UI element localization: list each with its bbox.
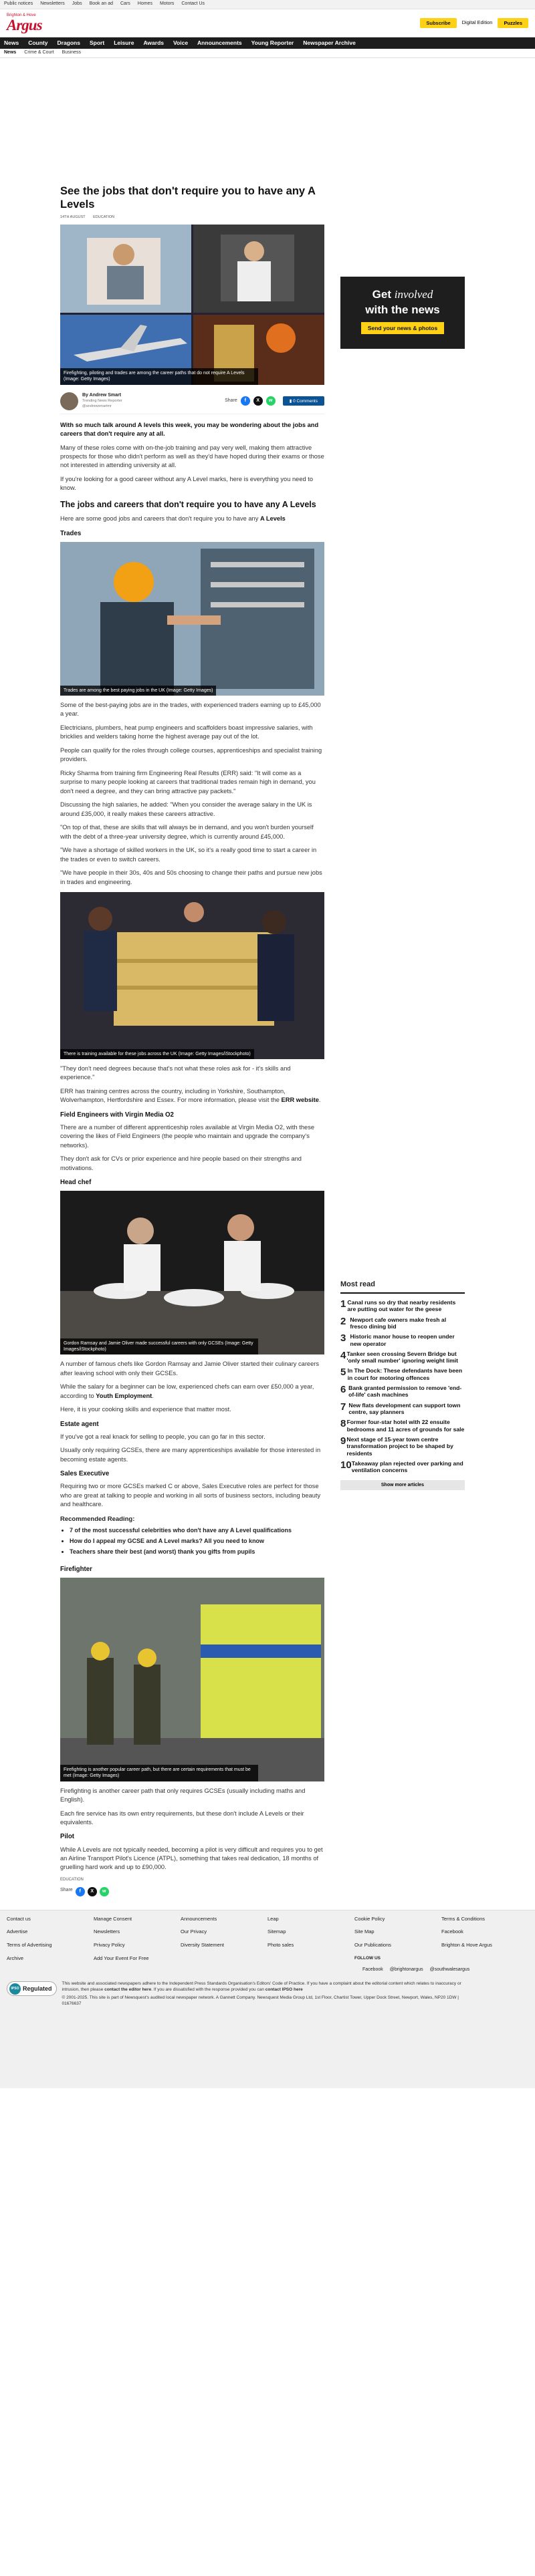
nav-item-county[interactable]: County — [28, 39, 48, 47]
ipso-row — [7, 1981, 528, 2007]
most-read-headline[interactable]: Newport cafe owners make fresh al fresco dining bid — [350, 1316, 447, 1330]
article-title: See the jobs that don't require you to have any A Levels — [60, 185, 316, 210]
most-read-item[interactable] — [340, 1299, 465, 1313]
most-read-item[interactable] — [340, 1316, 465, 1330]
hero-image — [60, 225, 324, 385]
youth-employment-link[interactable]: Youth Employment — [96, 1392, 152, 1399]
footer-link[interactable]: Our Privacy — [181, 1928, 207, 1935]
article-paragraph: Some of the best-paying jobs are in the trades, with experienced traders earning up to £45,000 a year. — [60, 702, 321, 718]
most-read-item[interactable] — [340, 1436, 465, 1457]
utility-link[interactable]: Contact Us — [181, 1, 205, 7]
recommended-link[interactable]: • Teachers share their best (and worst) thank you gifts from pupils — [70, 1548, 324, 1556]
copyright: © 2001-2025. This site is part of Newsquest's audited local newspaper network. A Gannett Company. Newsquest Media Group Ltd, 1st Floor, Chartist Tower, Upper Dock Street, Newport, Wales, NP20 1DW | 01676637 — [62, 1995, 459, 2006]
trades-image — [60, 542, 324, 696]
article-paragraph: Usually only requiring GCSEs, there are many apprenticeships available for those interested in becoming estate agents. — [60, 1447, 321, 1463]
footer-link[interactable]: Facebook — [441, 1928, 463, 1935]
rank-number: 4 — [340, 1349, 346, 1361]
article-paragraph: "On top of that, these are skills that will always be in demand, and you won't burden yourself with the debt of a three-year university degree, which is currently around £45,000. — [60, 824, 314, 840]
twitter-link[interactable]: @brightonargus — [389, 1967, 423, 1973]
nav-item-sport[interactable]: Sport — [89, 39, 105, 47]
article-paragraph: Requiring two or more GCSEs marked C or above, Sales Executive roles are perfect for those who are great at talking to people and working in all sorts of business sectors, including beauty and healthcare. — [60, 1483, 321, 1508]
subheading-pilot: Pilot — [60, 1833, 74, 1841]
utility-link[interactable]: Homes — [137, 1, 152, 7]
comments-count: 0 Comments — [293, 399, 318, 404]
footer-link[interactable]: Brighton & Hove Argus — [441, 1942, 492, 1949]
masthead — [0, 9, 535, 37]
whatsapp-icon[interactable]: w — [266, 396, 276, 406]
ipso-text: Regulated — [23, 1985, 52, 1992]
send-news-promo — [340, 277, 465, 349]
trades-graphic — [60, 542, 324, 696]
x-icon[interactable]: X — [253, 396, 263, 406]
article-paragraph: Firefighting is another career path that only requires GCSEs (usually including maths and English). — [60, 1787, 306, 1804]
chef-caption: Gordon Ramsay and Jamie Oliver made successful careers with only GCSEs (Image: Getty Images/iStockphoto) — [60, 1338, 258, 1354]
utility-link[interactable]: Cars — [120, 1, 130, 7]
subheading-chef: Head chef — [60, 1179, 92, 1187]
subheading-virgin: Field Engineers with Virgin Media O2 — [60, 1111, 174, 1119]
most-read-item[interactable] — [340, 1333, 465, 1347]
rank-number: 8 — [340, 1418, 346, 1430]
follow-us-label: FOLLOW US — [354, 1956, 381, 1961]
article-paragraph: Each fire service has its own entry requirements, but these don't include A Levels or their equivalents. — [60, 1810, 304, 1826]
section-heading: The jobs and careers that don't require you to have any A Levels — [60, 499, 316, 509]
comment-icon: ▮ — [289, 399, 294, 404]
article-paragraph: People can qualify for the roles through college courses, apprenticeships and specialist training providers. — [60, 746, 322, 763]
puzzles-button[interactable]: Puzzles — [498, 18, 528, 28]
article-paragraph: If you've got a real knack for selling to people, you can go far in this sector. — [60, 1433, 265, 1440]
main-nav — [0, 37, 535, 49]
chef-image — [60, 1191, 324, 1354]
footer-link[interactable]: Add Your Event For Free — [94, 1955, 149, 1962]
ad-space — [0, 58, 535, 185]
footer-link[interactable]: Newsletters — [94, 1928, 120, 1935]
most-read-headline[interactable]: Next stage of 15-year town centre transformation project to be shaped by residents — [346, 1435, 453, 1457]
article-paragraph: There are a number of different apprenticeship roles available at Virgin Media O2, with these covering the likes of Field Engineers (the people who maintain and upgrade the company's networks). — [60, 1123, 315, 1149]
digital-edition-link[interactable]: Digital Edition — [461, 19, 493, 26]
footer-link[interactable]: Terms of Advertising — [7, 1942, 52, 1949]
ipso-logo: IPSO — [9, 1983, 21, 1995]
logo-text: Argus — [7, 16, 42, 33]
author-avatar[interactable] — [60, 392, 78, 410]
rank-number: 6 — [340, 1384, 346, 1396]
utility-link[interactable]: Public notices — [4, 1, 33, 7]
rank-number: 7 — [340, 1401, 346, 1413]
promo-line2: with the news — [365, 303, 440, 316]
share-label: Share — [225, 398, 237, 403]
hero-caption: Firefighting, piloting and trades are among the career paths that do not require A Levels (Image: Getty Images) — [60, 368, 258, 384]
nav-item-announcements[interactable]: Announcements — [197, 39, 242, 47]
training-graphic — [60, 892, 324, 1059]
recommended-list — [60, 1526, 324, 1556]
logo-subtitle: Brighton & Hove — [7, 13, 36, 17]
rank-number: 3 — [340, 1332, 346, 1344]
nav-item-news[interactable]: News — [4, 39, 19, 47]
contact-ipso-link[interactable]: contact IPSO here — [265, 1987, 303, 1992]
rank-number: 5 — [340, 1367, 346, 1379]
most-read-headline[interactable]: Bank granted permission to remove 'end-of-life' cash machines — [348, 1385, 462, 1399]
subheading-sales: Sales Executive — [60, 1470, 110, 1478]
subheading-trades: Trades — [60, 529, 82, 537]
most-read-title: Most read — [340, 1280, 465, 1294]
show-more-button[interactable]: Show more articles — [340, 1480, 465, 1490]
x-icon[interactable]: X — [88, 1887, 97, 1896]
article-paragraph: While A Levels are not typically needed, becoming a pilot is very difficult and requires you to get an Airline Transport Pilot's Licence (ATPL), something that takes real dedication, 18 months of gruelling hard work and up to £90,000. — [60, 1846, 323, 1871]
footer-link[interactable]: Site Map — [354, 1928, 374, 1935]
sidebar — [340, 185, 465, 1903]
firefighter-graphic — [60, 1578, 324, 1781]
article-paragraph: ERR has training centres across the country, including in Yorkshire, Southampton, Wolverhampton, Hertfordshire and Essex. For more information, please visit the ERR website. — [60, 1087, 321, 1104]
training-caption: There is training available for these jobs across the UK (Image: Getty Images/iStockphoto) — [60, 1049, 254, 1059]
twitter-link[interactable]: @southwalesargus — [429, 1967, 470, 1973]
legal-paragraph: This website and associated newspapers adhere to the Independent Press Standards Organisation's Editors' Code of Practice. If you have a complaint about the editorial content which relates to inaccuracy or intrusion, then please — [62, 1981, 461, 1992]
article-paragraph: "They don't need degrees because that's not what these roles ask for - it's skills and experience." — [60, 1064, 291, 1081]
footer-link[interactable]: Advertise — [7, 1928, 28, 1935]
trades-caption: Trades are among the best paying jobs in the UK (Image: Getty Images) — [60, 686, 216, 696]
bottom-share — [60, 1887, 324, 1896]
nav-item-leisure[interactable]: Leisure — [114, 39, 134, 47]
author-handle[interactable]: @andrewsmartmr — [82, 404, 112, 409]
article — [60, 185, 324, 1903]
paragraph-text: ERR has training centres across the country, including in Yorkshire, Southampton, Wolverhampton, Hertfordshire and Essex. For more information, please visit the — [60, 1087, 286, 1104]
article-paragraph: A number of famous chefs like Gordon Ramsay and Jamie Oliver started their culinary careers after leaving school with only their GCSEs. — [60, 1361, 320, 1377]
most-read-item[interactable] — [340, 1402, 465, 1416]
most-read-headline[interactable]: Canal runs so dry that nearby residents are putting out water for the geese — [347, 1298, 456, 1313]
most-read-headline[interactable]: New flats development can support town centre, say planners — [348, 1401, 461, 1415]
author-name[interactable]: By Andrew Smart — [82, 393, 122, 398]
subnav-item-business[interactable]: Business — [62, 50, 82, 55]
subscribe-button[interactable]: Subscribe — [420, 18, 456, 28]
article-date: 14TH AUGUST — [60, 214, 86, 219]
nav-item-awards[interactable]: Awards — [143, 39, 164, 47]
comments-button[interactable] — [283, 396, 324, 406]
nav-item-young-reporter[interactable]: Young Reporter — [251, 39, 294, 47]
paragraph-text: Here are some good jobs and careers that don't require you to have any — [60, 515, 259, 523]
site-logo[interactable] — [7, 13, 42, 33]
footer-link[interactable]: Diversity Statement — [181, 1942, 225, 1949]
rank-number: 1 — [340, 1298, 346, 1310]
article-paragraph: Discussing the high salaries, he added: "When you consider the average salary in the UK is around £35,000, it really makes these careers attractive. — [60, 801, 312, 817]
article-paragraph: They don't ask for CVs or prior experience and hire people based on their strengths and motivations. — [60, 1155, 302, 1171]
article-tag[interactable]: EDUCATION — [93, 214, 115, 219]
most-read-item[interactable] — [340, 1460, 465, 1474]
rank-number: 9 — [340, 1435, 346, 1447]
article-paragraph: Many of these roles come with on-the-job training and pay very well, making them attractive prospects for those who didn't perform as well as they'd have hoped during their exams or those not interested in attending university at all. — [60, 444, 324, 469]
footer-link[interactable]: Leap — [268, 1915, 279, 1922]
footer-link[interactable]: Announcements — [181, 1915, 217, 1922]
subheading-fire: Firefighter — [60, 1565, 92, 1573]
subnav-item-news[interactable]: News — [4, 50, 17, 55]
article-paragraph: Here, it is your cooking skills and experience that matter most. — [60, 1406, 231, 1413]
author-row — [60, 389, 324, 414]
article-lead: With so much talk around A levels this week, you may be wondering about the jobs and careers that don't require any at all. — [60, 421, 319, 438]
article-paragraph: "We have people in their 30s, 40s and 50s choosing to change their paths and pursue new jobs in trades and engineering. — [60, 869, 322, 885]
utility-link[interactable]: Book an ad — [89, 1, 113, 7]
footer-link[interactable]: Cookie Policy — [354, 1915, 385, 1922]
firefighter-caption: Firefighting is another popular career path, but there are certain requirements that must be met (Image: Getty Images) — [60, 1765, 258, 1781]
most-read-headline[interactable]: Tanker seen crossing Severn Bridge but 'only small number' ignoring weight limit — [346, 1350, 458, 1365]
facebook-icon[interactable]: f — [241, 396, 250, 406]
article-paragraph: Ricky Sharma from training firm Engineering Real Results (ERR) said: "It will come as a surprise to many people looking at careers that traditional trades remain high in demand, you don't need a degree, and they can bring attractive pay packets." — [60, 769, 316, 795]
social-links — [362, 1967, 528, 1973]
recommended-link[interactable]: • 7 of the most successful celebrities who don't have any A Level qualifications — [70, 1526, 324, 1535]
most-read-item[interactable] — [340, 1385, 465, 1399]
facebook-link[interactable]: Facebook — [362, 1967, 383, 1973]
subheading-estate: Estate agent — [60, 1420, 99, 1428]
footer-link[interactable]: Photo sales — [268, 1942, 294, 1949]
rank-number: 10 — [340, 1459, 352, 1471]
training-image — [60, 892, 324, 1059]
recommended-title: Recommended Reading: — [60, 1515, 135, 1523]
most-read-headline[interactable]: Takeaway plan rejected over parking and ventilation concerns — [351, 1459, 463, 1474]
legal-text — [62, 1981, 463, 2007]
nav-item-voice[interactable]: Voice — [173, 39, 189, 47]
article-paragraph: While the salary for a beginner can be low, experienced chefs can earn over £50,000 a year, according to Youth Employment. — [60, 1383, 314, 1399]
footer-link[interactable]: Contact us — [7, 1915, 31, 1922]
share-label: Share — [60, 1887, 73, 1892]
article-paragraph: Electricians, plumbers, heat pump engineers and scaffolders boast impressive salaries, with bricklies and welders taking home the highest average pay out of the lot. — [60, 724, 313, 740]
legal-paragraph: . If you are dissatisfied with the response provided you can — [151, 1987, 264, 1992]
promo-get: Get — [372, 288, 391, 301]
most-read-headline[interactable]: In The Dock: These defendants have been in court for motoring offences — [347, 1367, 463, 1381]
sub-nav — [0, 49, 535, 58]
whatsapp-icon[interactable]: w — [100, 1887, 109, 1896]
utility-bar — [0, 0, 535, 9]
a-levels-link[interactable]: A Levels — [259, 515, 286, 523]
footer-link[interactable]: Privacy Policy — [94, 1942, 125, 1949]
article-meta — [60, 215, 324, 221]
rank-number: 2 — [340, 1315, 346, 1327]
footer — [0, 1910, 535, 2088]
footer-link[interactable]: Terms & Conditions — [441, 1915, 486, 1922]
footer-links — [7, 1916, 528, 1963]
footer-link[interactable]: Manage Consent — [94, 1915, 132, 1922]
author-role: Trending News Reporter — [82, 399, 122, 404]
most-read-headline[interactable]: Historic manor house to reopen under new operator — [350, 1333, 455, 1347]
nav-item-dragons[interactable]: Dragons — [57, 39, 80, 47]
firefighter-image — [60, 1578, 324, 1781]
utility-link[interactable]: Jobs — [72, 1, 82, 7]
send-news-button[interactable]: Send your news & photos — [361, 322, 444, 334]
article-paragraph: "We have a shortage of skilled workers in the UK, so it's a really good time to start a career in the trades or even to switch careers. — [60, 847, 317, 863]
nav-item-newspaper-archive[interactable]: Newspaper Archive — [303, 39, 356, 47]
paragraph-text: While the salary for a beginner can be low, experienced chefs can earn over £50,000 a year, according to — [60, 1383, 314, 1399]
utility-link[interactable]: Motors — [159, 1, 175, 7]
footer-link[interactable]: Sitemap — [268, 1928, 286, 1935]
chef-graphic — [60, 1191, 324, 1354]
most-read-headline[interactable]: Former four-star hotel with 22 ensuite bedrooms and 11 acres of grounds for sale — [346, 1419, 465, 1433]
hero-collage-graphic — [60, 225, 324, 385]
article-tags[interactable]: EDUCATION — [60, 1877, 84, 1882]
utility-link[interactable]: Newsletters — [40, 1, 65, 7]
promo-involved: involved — [394, 288, 433, 301]
footer-link[interactable]: Our Publications — [354, 1942, 392, 1949]
recommended-link[interactable]: • How do I appeal my GCSE and A Level marks? All you need to know — [70, 1537, 324, 1546]
subnav-item-crime[interactable]: Crime & Court — [24, 50, 54, 55]
contact-editor-link[interactable]: contact the editor here — [104, 1987, 152, 1992]
article-paragraph: If you're looking for a good career without any A Level marks, here is everything you need to know. — [60, 475, 313, 492]
err-website-link[interactable]: ERR website — [281, 1097, 319, 1104]
footer-link[interactable]: Archive — [7, 1955, 24, 1962]
most-read-item[interactable] — [340, 1350, 465, 1365]
facebook-icon[interactable]: f — [76, 1887, 85, 1896]
most-read — [340, 1280, 465, 1490]
most-read-item[interactable] — [340, 1367, 465, 1381]
article-paragraph — [60, 515, 324, 523]
ipso-badge[interactable] — [7, 1981, 57, 1996]
most-read-item[interactable] — [340, 1419, 465, 1433]
